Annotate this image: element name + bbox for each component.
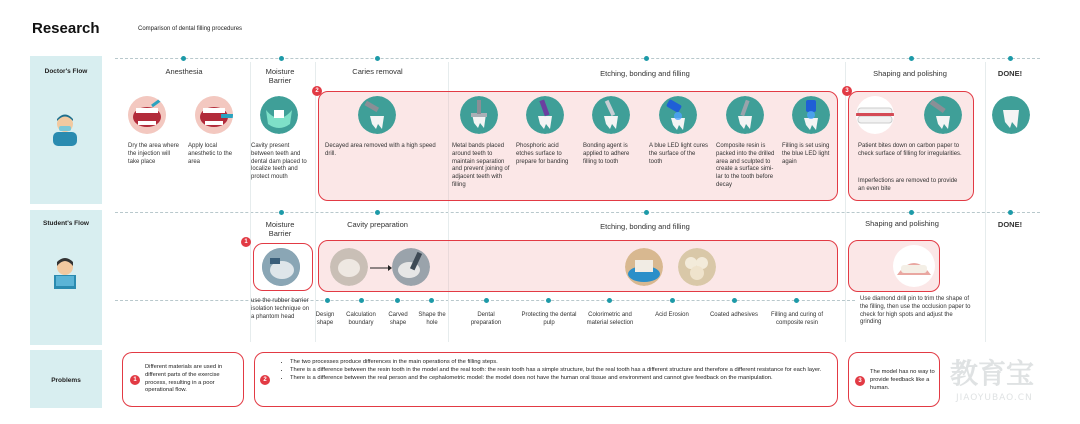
caption-filling-set: Filling is set using the blue LED light again xyxy=(782,143,830,165)
caption-calculation-boundary: Calculation boundary xyxy=(346,312,376,326)
watermark-logo: 教育宝 xyxy=(950,357,1035,390)
caption-dental-prep: Dental preparation xyxy=(470,312,502,326)
watermark-url: JIAOYUBAO.CN xyxy=(956,393,1033,403)
caption-design-shape: Design shape xyxy=(315,312,335,326)
problems-label: Problems xyxy=(51,377,81,384)
student-stage-etching: Etching, bonding and filling xyxy=(600,222,690,231)
shape-hole-photo-icon xyxy=(392,248,430,286)
stage-moisture-barrier: Moisture Barrier xyxy=(265,67,295,86)
mouth-anesthetic-icon xyxy=(195,96,233,134)
sub-dot xyxy=(670,298,675,303)
problem-3-text: The model has no way to provide feedback like a human. xyxy=(870,369,935,391)
divider xyxy=(845,62,846,342)
caption-decayed-area: Decayed area removed with a high speed drill. xyxy=(325,143,436,157)
caption-shape-hole: Shape the hole xyxy=(418,312,446,326)
student-dot xyxy=(1008,210,1013,215)
caption-dental-pulp: Protecting the dental pulp xyxy=(521,312,577,326)
student-stage-moisture-barrier: Moisture Barrier xyxy=(265,220,295,239)
caption-phantom-head: use the rubber barrier isolation technique on a phantom head xyxy=(251,298,310,320)
stage-shaping: Shaping and polishing xyxy=(873,69,947,78)
page-subtitle: Comparison of dental filling procedures xyxy=(138,26,243,32)
student-flow-label: Student's Flow xyxy=(43,220,89,227)
drill-icon xyxy=(358,96,396,134)
polish-drill-icon xyxy=(924,96,962,134)
tooth-cusps-photo-icon xyxy=(678,248,716,286)
caption-composite-resin: Composite resin is packed into the drilled area and sculpted to create a surface simi-lar to the tooth before decay xyxy=(716,143,775,188)
badge-2: 2 xyxy=(312,86,322,96)
sub-dot xyxy=(546,298,551,303)
caption-coated-adhesives: Coated adhesives xyxy=(709,312,759,318)
student-dot xyxy=(279,210,284,215)
stage-done: DONE! xyxy=(997,69,1023,78)
sub-dot xyxy=(429,298,434,303)
sub-dot xyxy=(732,298,737,303)
design-shape-photo-icon xyxy=(330,248,368,286)
problem-2-item: • There is a difference between the real person and the cephalometric model: the model does not have the human oral tissue and environment and cannot give feedback on the manipulation. xyxy=(290,375,834,383)
carbon-paper-bite-icon xyxy=(856,96,894,134)
problem-badge-3: 3 xyxy=(855,376,865,386)
problem-2-item: • There is a difference between the resin tooth in the model and the real tooth: the resin tooth has a simple structure, but the real tooth has a different structure and therefore a different resistance for each layer. xyxy=(290,367,834,375)
doctor-dot xyxy=(1008,56,1013,61)
stage-caries-removal: Caries removal xyxy=(352,67,403,76)
stage-etching: Etching, bonding and filling xyxy=(600,69,690,78)
sub-dot xyxy=(325,298,330,303)
done-tooth-icon xyxy=(992,96,1030,134)
caption-imperfections: Imperfections are removed to provide an even bite xyxy=(858,178,958,192)
doctor-dot xyxy=(909,56,914,61)
caption-carved-shape: Carved shape xyxy=(388,312,408,326)
sub-dot xyxy=(607,298,612,303)
student-flowline xyxy=(115,212,1040,213)
doctor-dot xyxy=(644,56,649,61)
doctor-dot xyxy=(181,56,186,61)
problem-badge-2: 2 xyxy=(260,375,270,385)
doctor-flow-label: Doctor's Flow xyxy=(44,68,88,75)
badge-3: 3 xyxy=(842,86,852,96)
student-stage-shaping: Shaping and polishing xyxy=(865,219,939,228)
led-light-icon xyxy=(659,96,697,134)
caption-filling-curing: Filling and curing of composite resin xyxy=(770,312,824,326)
doctor-flowline xyxy=(115,58,1040,59)
caption-local-anesthetic: Apply local anesthetic to the area xyxy=(188,143,233,165)
student-stage-cavity-prep: Cavity preparation xyxy=(347,220,408,229)
doctor-avatar-icon xyxy=(50,110,80,146)
caption-acid-erosion: Acid Erosion xyxy=(655,312,689,318)
problem-2-list xyxy=(282,359,834,382)
dental-dam-icon xyxy=(260,96,298,134)
caption-dry-area: Dry the area where the injection will take place xyxy=(128,143,180,165)
student-dot xyxy=(909,210,914,215)
metal-band-icon xyxy=(460,96,498,134)
divider xyxy=(985,62,986,342)
student-dot xyxy=(375,210,380,215)
arrow-right-icon xyxy=(370,264,392,272)
resin-tooth-photo-icon xyxy=(625,248,663,286)
sub-dot xyxy=(359,298,364,303)
caption-diamond-drill: Use diamond drill pin to trim the shape of the filling, then use the occlusion paper to check for high spots and adjust the grinding xyxy=(860,296,971,326)
problem-1-text: Different materials are used in different parts of the exercise process, resulting in a poor operational flow. xyxy=(145,364,223,394)
sub-dot xyxy=(484,298,489,303)
phosphoric-acid-icon xyxy=(526,96,564,134)
caption-colorimetric: Colorimetric and material selection xyxy=(586,312,634,326)
student-stage-done: DONE! xyxy=(997,220,1023,229)
caption-phosphoric-acid: Phosphoric acid etches surface to prepare for banding xyxy=(516,143,569,165)
caption-metal-bands: Metal bands placed around teeth to maintain separation and prevent joining of adjacent teeth with filling xyxy=(452,143,510,188)
mouth-dry-icon xyxy=(128,96,166,134)
caption-carbon-paper: Patient bites down on carbon paper to check surface of filling for irregularities. xyxy=(858,143,962,157)
dental-model-photo-icon xyxy=(893,245,935,287)
doctor-dot xyxy=(279,56,284,61)
caption-blue-led: A blue LED light cures the surface of the tooth xyxy=(649,143,709,165)
problem-2-item: • The two processes produce differences in the main operations of the filling steps. xyxy=(290,359,834,367)
page-title: Research xyxy=(32,20,100,37)
bonding-agent-icon xyxy=(592,96,630,134)
badge-1: 1 xyxy=(241,237,251,247)
caption-dental-dam: Cavity present between teeth and dental dam placed to localize teeth and protect mouth xyxy=(251,143,307,181)
sub-dot xyxy=(395,298,400,303)
doctor-dot xyxy=(375,56,380,61)
led-set-icon xyxy=(792,96,830,134)
divider xyxy=(315,62,316,342)
student-dot xyxy=(644,210,649,215)
student-avatar-icon xyxy=(50,256,80,290)
sub-dot xyxy=(794,298,799,303)
phantom-head-photo-icon xyxy=(262,248,300,286)
caption-bonding-agent: Bonding agent is applied to adhere filling to tooth xyxy=(583,143,630,165)
problem-badge-1: 1 xyxy=(130,375,140,385)
composite-resin-icon xyxy=(726,96,764,134)
stage-anesthesia: Anesthesia xyxy=(165,67,203,76)
